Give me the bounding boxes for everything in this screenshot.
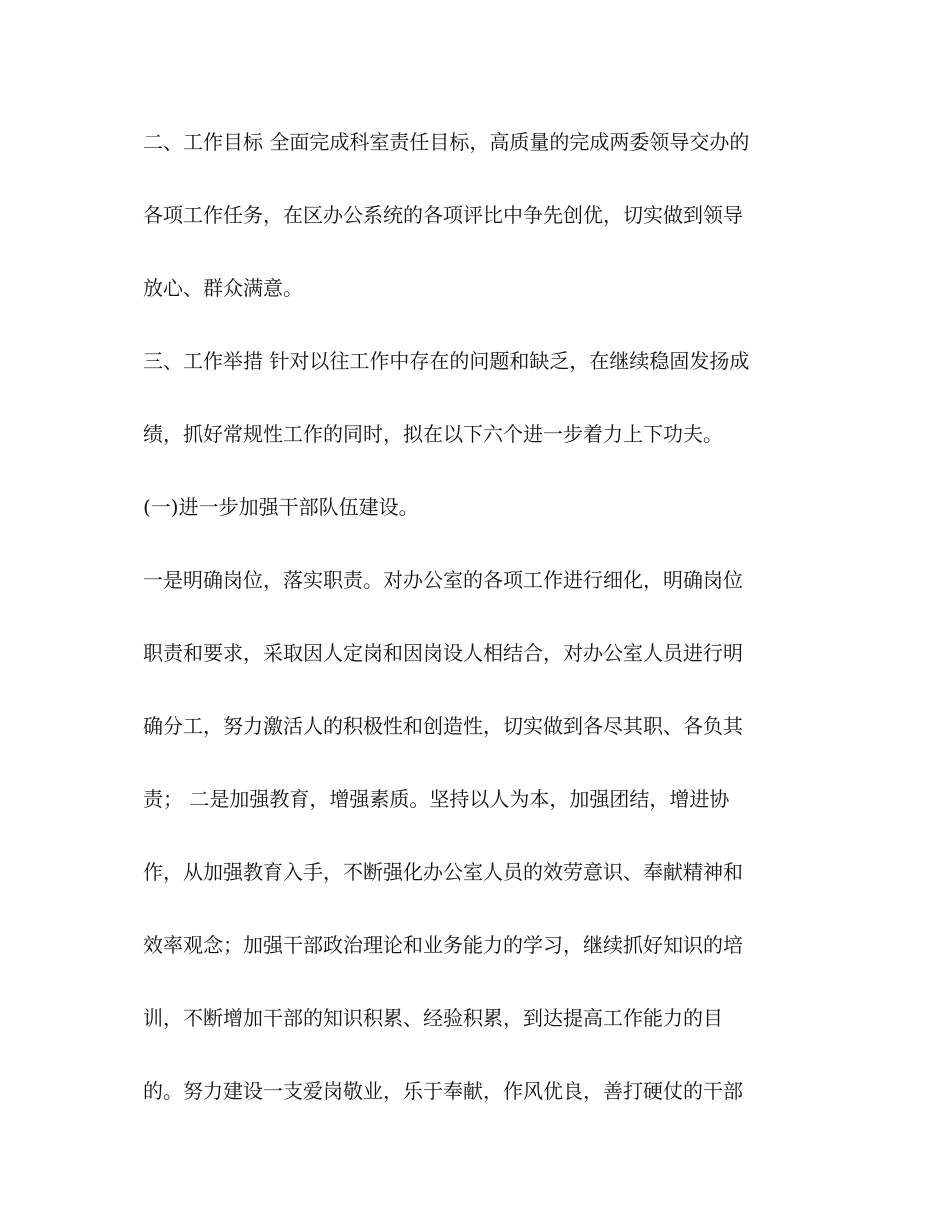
paragraph-line: 确分工，努力激活人的积极性和创造性，切实做到各尽其职、各负其: [143, 714, 743, 738]
section-heading: (一)进一步加强干部队伍建设。: [143, 495, 419, 519]
paragraph-line: 三、工作举措 针对以往工作中存在的问题和缺乏，在继续稳固发扬成: [143, 349, 750, 373]
paragraph-line: 二、工作目标 全面完成科室责任目标，高质量的完成两委领导交办的: [143, 130, 750, 154]
paragraph-line: 的。努力建设一支爱岗敬业，乐于奉献，作风优良，善打硬仗的干部: [143, 1079, 743, 1103]
paragraph-line: 作，从加强教育入手，不断强化办公室人员的效劳意识、奉献精神和: [143, 860, 743, 884]
paragraph-line: 一是明确岗位，落实职责。对办公室的各项工作进行细化，明确岗位: [143, 568, 743, 592]
paragraph-line: 效率观念；加强干部政治理论和业务能力的学习，继续抓好知识的培: [143, 933, 743, 957]
paragraph-line: 职责和要求，采取因人定岗和因岗设人相结合，对办公室人员进行明: [143, 641, 743, 665]
paragraph-line: 绩，抓好常规性工作的同时，拟在以下六个进一步着力上下功夫。: [143, 422, 723, 446]
paragraph-line: 训，不断增加干部的知识积累、经验积累，到达提高工作能力的目: [143, 1006, 723, 1030]
paragraph-line: 责； 二是加强教育，增强素质。坚持以人为本，加强团结，增进协: [143, 787, 730, 811]
paragraph-line: 各项工作任务，在区办公系统的各项评比中争先创优，切实做到领导: [143, 203, 743, 227]
paragraph-line: 放心、群众满意。: [143, 276, 303, 300]
